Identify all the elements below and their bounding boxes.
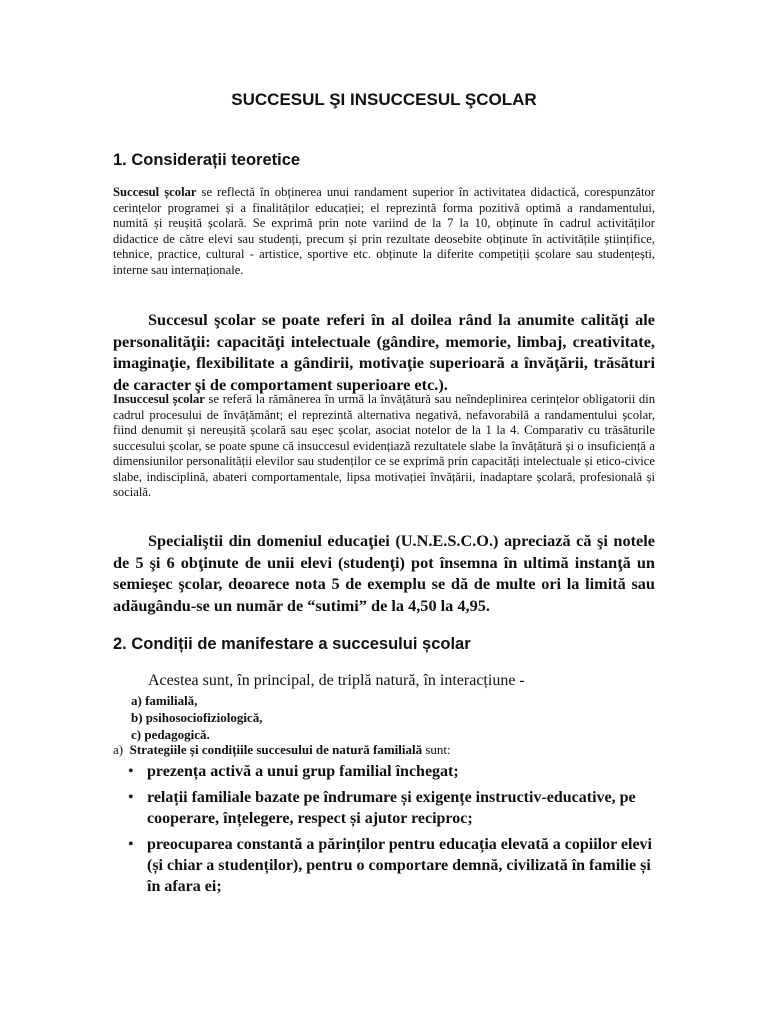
bullet-icon: • <box>128 836 134 853</box>
list-item-text: preocuparea constantă a părinților pentru educația elevată a copiilor elevi (și chiar a studenților), pentru o comportare demnă, civilizată în familie și în afara ei; <box>147 836 652 895</box>
section-2-intro: Acestea sunt, în principal, de triplă natură, în interacțiune - <box>148 672 525 689</box>
list-item <box>128 761 658 782</box>
nature-list <box>131 692 262 743</box>
paragraph-insucces-definition <box>113 392 655 501</box>
list-item: b) psihosociofiziologică, <box>131 710 263 725</box>
term-insucces: Insuccesul școlar <box>113 392 205 406</box>
paragraph-text: se referă la rămânerea în urmă la învățătură sau neîndeplinirea cerințelor obligatorii din cadrul procesului de învățământ; el reprezintă alternativa negativă, nefavorabilă a randamentului școlar, fiind denumit și nereușită școlară sau eșec școlar, asociat notelor de la 1 la 4. Comparativ cu trăsăturile succesului școlar, se poate spune că insuccesul evidențiază rezultatele slabe la învățătură și o insuficiență a dimensiunilor personalității elevilor sau studenților ce se exprimă prin capacități intelectuale și etico-civice slabe, indisciplină, abateri comportamentale, lipsa motivației învățării, inadaptare școlară, profesională și socială. <box>113 392 655 499</box>
list-item <box>128 834 658 897</box>
family-conditions-list <box>128 761 658 902</box>
bullet-icon: • <box>128 789 134 806</box>
subsection-marker: a) <box>113 742 124 757</box>
list-item-text: prezența activă a unui grup familial închegat; <box>147 763 459 780</box>
list-item: a) familială, <box>131 693 198 708</box>
list-item: c) pedagogică. <box>131 727 210 742</box>
paragraph-succes-definition <box>113 185 655 278</box>
paragraph-unesco: Specialiştii din domeniul educaţiei (U.N.E.S.C.O.) apreciază că şi notele de 5 şi 6 obţinute de unii elevi (studenţi) pot însemna în ultimă instanţă un semieşec şcolar, deoarece nota 5 de exemplu se dă de multe ori la limită sau adăugându-se un număr de “sutimi” de la 4,50 la 4,95. <box>113 531 655 615</box>
document-title: SUCCESUL ŞI INSUCCESUL ŞCOLAR <box>231 90 537 109</box>
list-item <box>128 787 658 829</box>
section-1-heading: 1. Considerații teoretice <box>113 151 301 169</box>
bullet-icon: • <box>128 763 134 780</box>
paragraph-succes-qualities: Succesul şcolar se poate referi în al doilea rând la anumite calităţi ale personalităţii: capacităţi intelectuale (gândire, memorie, limbaj, creativitate, imaginaţie, flexibilitate a gândirii, motivaţie superioară a învăţării, trăsături de caracter şi de comportament superioare etc.). <box>113 310 655 394</box>
subsection-a-heading <box>113 742 451 758</box>
section-2-heading: 2. Condiții de manifestare a succesului școlar <box>113 635 471 653</box>
term-succes: Succesul școlar <box>113 185 197 199</box>
subsection-suffix: sunt: <box>422 742 451 757</box>
subsection-title: Strategiile și condițiile succesului de natură familială <box>129 742 423 757</box>
list-item-text: relații familiale bazate pe îndrumare și exigențe instructiv-educative, pe cooperare, înțelegere, respect și ajutor reciproc; <box>147 789 636 827</box>
paragraph-text: se reflectă în obținerea unui randament superior în activitatea didactică, corespunzător cerințelor programei și a finalităților educației; el reprezintă forma pozitivă optimă a randamentului, numită și reușită școlară. Se exprimă prin note variind de la 7 la 10, obținute în cadrul activităților didactice de către elevi sau studenți, precum și prin rezultate deosebite obținute în activitățile științifice, tehnice, practice, cultural - artistice, sportive etc. obținute la diferite competiții școlare sau studențești, interne sau internaționale. <box>113 185 655 277</box>
